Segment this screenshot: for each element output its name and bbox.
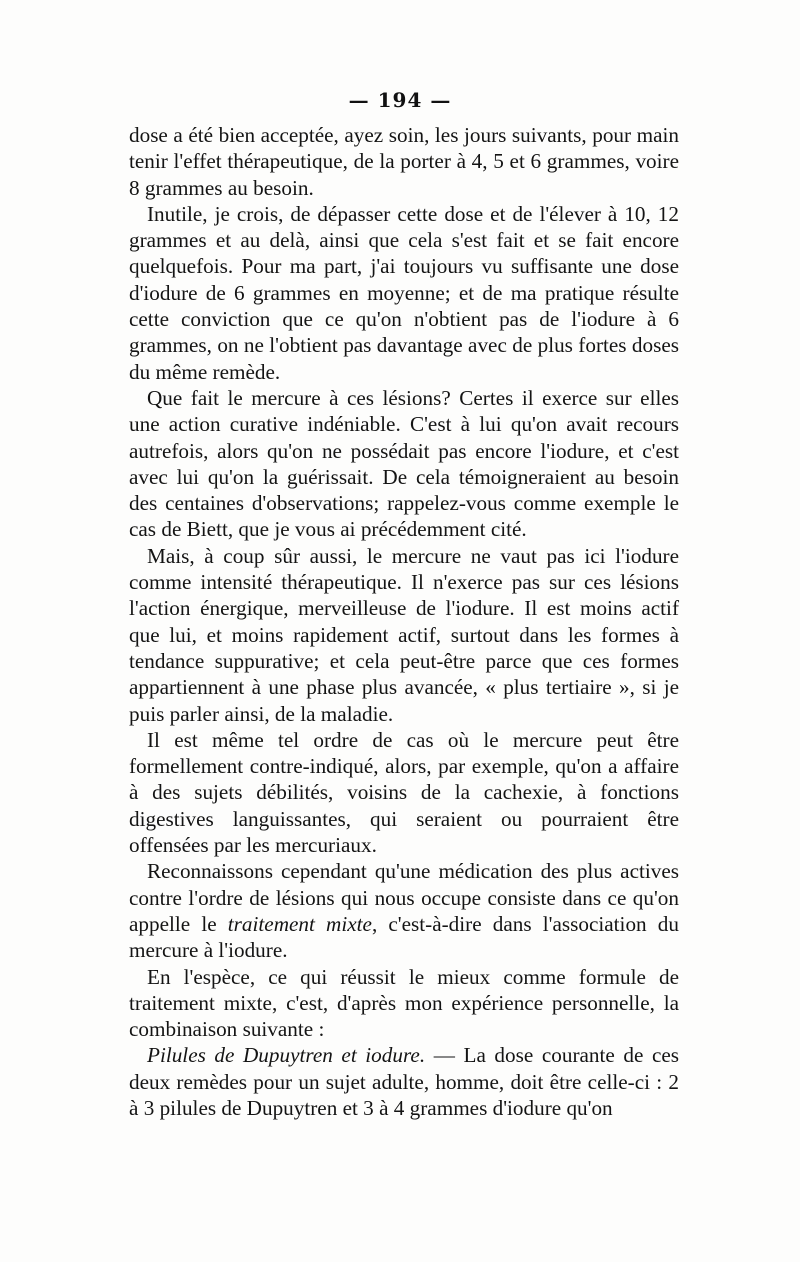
paragraph-8-after: — La dose courante de ces deux remèdes pour un sujet adulte, homme, doit être celle-ci : 2 à 3 pilules de Dupuytren et 3 à 4 grammes d'iodure qu'on [129,1043,680,1120]
paragraph-7: En l'espèce, ce qui réussit le mieux comme formule de traitement mixte, c'est, d'après mon expérience personnelle, la combinaison suivante : [129,964,679,1042]
paragraph-6-after: , c'est-à-dire dans l'association du mercure à l'iodure. [129,911,679,963]
paragraph-5: Il est même tel ordre de cas où le mercure peut être formellement contre-indiqué, alors, par exemple, qu'on a affaire à des sujets débilités, voisins de la cachexie, à fonctions digestives languissantes, qui seraient ou pourraient être offensées par les mercuriaux. [129,727,679,858]
paragraph-8 [129,1042,679,1121]
paragraph-1: dose a été bien acceptée, ayez soin, les jours suivants, pour main tenir l'effet thérapeutique, de la porter à 4, 5 et 6 grammes, voire 8 grammes au besoin. [129,123,679,200]
page-number: — 194 — [348,88,452,112]
paragraph-4: Mais, à coup sûr aussi, le mercure ne vaut pas ici l'iodure comme intensité thérapeutique. Il n'exerce pas sur ces lésions l'action énergique, merveilleuse de l'iodure. Il est moins actif que lui, et moins rapidement actif, surtout dans les formes à tendance suppurative; et cela peut-être parce que ces formes appartiennent à une phase plus avancée, « plus tertiaire », si je puis parler ainsi, de la maladie. [129,543,679,726]
paragraph-6 [129,858,679,963]
paragraph-3: Que fait le mercure à ces lésions? Certes il exerce sur elles une action curative indéniable. C'est à lui qu'on avait recours autrefois, alors qu'on ne possédait pas encore l'iodure, et c'est avec lui qu'on la guérissait. De cela témoigneraient au besoin des centaines d'observations; rappelez-vous comme exemple le cas de Biett, que je vous ai précédemment cité. [129,385,679,542]
italic-heading-pilules: Pilules de Dupuytren et iodure. [147,1043,426,1068]
body-text [129,122,679,1121]
italic-term-traitement-mixte: traitement mixte [227,911,372,936]
paragraph-6-before: Reconnaissons cependant qu'une médication des plus actives contre l'ordre de lésions qui nous occupe consiste dans ce qu'on appelle le [129,859,679,936]
paragraph-2: Inutile, je crois, de dépasser cette dose et de l'élever à 10, 12 grammes et au delà, ainsi que cela s'est fait et se fait encore quelquefois. Pour ma part, j'ai toujours vu suffisante une dose d'iodure de 6 grammes en moyenne; et de ma pratique résulte cette conviction que ce qu'on n'obtient pas de l'iodure à 6 grammes, on ne l'obtient pas davantage avec de plus fortes doses du même remède. [129,201,679,384]
